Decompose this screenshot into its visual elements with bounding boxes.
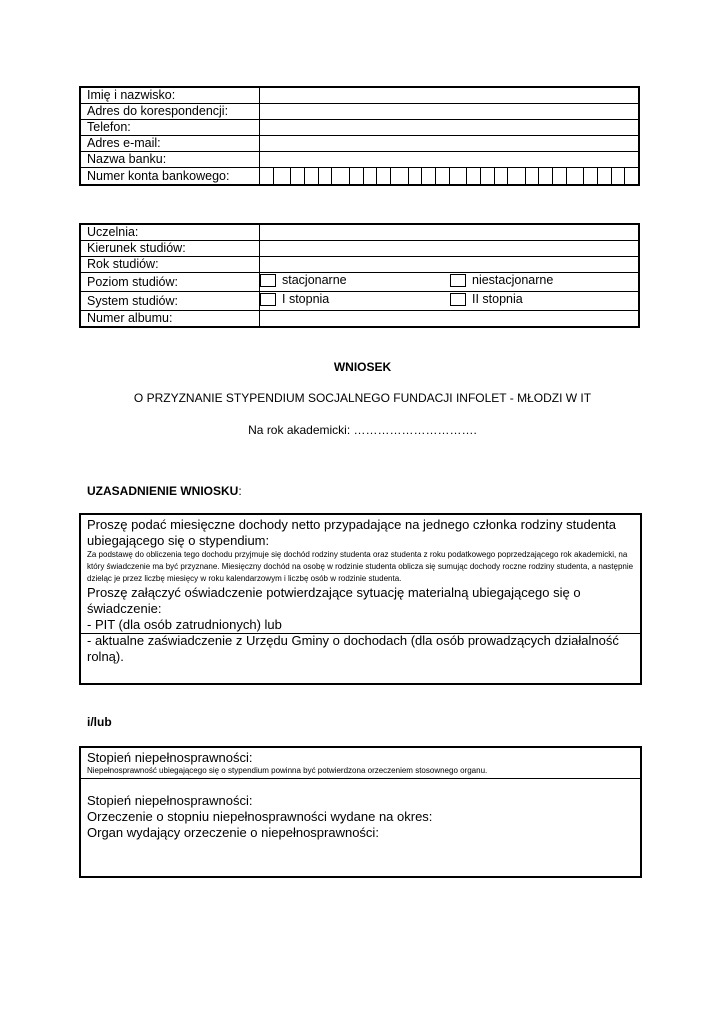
- account-digit-box[interactable]: [435, 168, 449, 184]
- account-number-field[interactable]: [260, 168, 640, 186]
- field-label: Numer albumu:: [80, 311, 260, 328]
- field-label: Adres do korespondencji:: [80, 104, 260, 120]
- account-digit-box[interactable]: [318, 168, 332, 184]
- academic-year-line: Na rok akademicki: ………………………….: [248, 423, 477, 437]
- phone-field[interactable]: [260, 120, 640, 136]
- disability-box: [79, 746, 642, 878]
- account-digit-box[interactable]: [597, 168, 611, 184]
- income-box: [79, 513, 642, 685]
- option-second-degree[interactable]: [450, 292, 639, 307]
- disability-issuer: Organ wydający orzeczenie o niepełnosprawności:: [87, 825, 379, 840]
- justification-heading: UZASADNIENIE WNIOSKU:: [87, 484, 242, 498]
- table-row: [80, 241, 639, 257]
- study-system-options: [260, 292, 640, 311]
- income-title: Proszę podać miesięczne dochody netto przypadające na jednego członka rodziny studenta ubiegającego się o stypendium:: [87, 517, 617, 548]
- account-digit-box[interactable]: [507, 168, 521, 184]
- table-row: [80, 257, 639, 273]
- account-digit-box[interactable]: [552, 168, 566, 184]
- account-digit-box[interactable]: [583, 168, 597, 184]
- certificate-option: - aktualne zaświadczenie z Urzędu Gminy o dochodach (dla osób prowadzących działalność rolną).: [87, 633, 619, 664]
- bank-name-field[interactable]: [260, 152, 640, 168]
- field-label: Imię i nazwisko:: [80, 87, 260, 104]
- option-first-degree[interactable]: [260, 292, 450, 307]
- study-data-table: [79, 223, 640, 328]
- email-field[interactable]: [260, 136, 640, 152]
- disability-degree: Stopień niepełnosprawności:: [87, 793, 253, 808]
- personal-data-table: [79, 86, 640, 186]
- university-field[interactable]: [260, 224, 640, 241]
- account-digit-box[interactable]: [611, 168, 625, 184]
- form-title: WNIOSEK: [333, 360, 392, 374]
- table-row: [80, 87, 639, 104]
- account-digit-box[interactable]: [304, 168, 318, 184]
- disability-note: Niepełnosprawność ubiegającego się o stypendium powinna być potwierdzona orzeczeniem stosownego organu.: [87, 766, 488, 775]
- account-digit-box[interactable]: [624, 168, 638, 184]
- field-label: Telefon:: [80, 120, 260, 136]
- option-label: II stopnia: [472, 292, 523, 306]
- album-number-field[interactable]: [260, 311, 640, 328]
- checkbox[interactable]: [450, 274, 466, 287]
- account-digit-box[interactable]: [494, 168, 508, 184]
- study-year-field[interactable]: [260, 257, 640, 273]
- or-label: i/lub: [87, 715, 112, 729]
- attach-instruction: Proszę załączyć oświadczenie potwierdzające sytuację materialną ubiegającego się o świadczenie:: [87, 585, 581, 616]
- table-row: [80, 104, 639, 120]
- account-digit-box[interactable]: [525, 168, 539, 184]
- table-row: [80, 168, 639, 186]
- option-full-time[interactable]: [260, 273, 450, 288]
- account-digit-box[interactable]: [363, 168, 377, 184]
- field-label: Poziom studiów:: [80, 273, 260, 292]
- account-digit-box[interactable]: [566, 168, 580, 184]
- field-label: Nazwa banku:: [80, 152, 260, 168]
- account-digit-box[interactable]: [376, 168, 390, 184]
- table-row: [80, 152, 639, 168]
- account-digit-box[interactable]: [538, 168, 552, 184]
- table-row: [80, 120, 639, 136]
- table-row: [80, 292, 639, 311]
- field-label: Rok studiów:: [80, 257, 260, 273]
- table-row: [80, 311, 639, 328]
- account-digit-box[interactable]: [421, 168, 435, 184]
- field-label: Uczelnia:: [80, 224, 260, 241]
- form-subtitle: O PRZYZNANIE STYPENDIUM SOCJALNEGO FUNDACJI INFOLET - MŁODZI W IT: [133, 391, 592, 405]
- field-label: Kierunek studiów:: [80, 241, 260, 257]
- account-digit-box[interactable]: [273, 168, 287, 184]
- field-of-study-field[interactable]: [260, 241, 640, 257]
- account-digit-box[interactable]: [290, 168, 304, 184]
- option-part-time[interactable]: [450, 273, 639, 288]
- disability-period: Orzeczenie o stopniu niepełnosprawności wydane na okres:: [87, 809, 433, 824]
- name-field[interactable]: [260, 87, 640, 104]
- account-digit-box[interactable]: [349, 168, 363, 184]
- account-digit-box[interactable]: [331, 168, 345, 184]
- option-label: niestacjonarne: [472, 273, 554, 287]
- disability-input-area[interactable]: [81, 779, 640, 843]
- disability-title: Stopień niepełnosprawności:: [87, 750, 253, 765]
- pit-option: - PIT (dla osób zatrudnionych) lub: [87, 617, 282, 632]
- field-label: System studiów:: [80, 292, 260, 311]
- checkbox[interactable]: [260, 274, 276, 287]
- account-digit-box[interactable]: [480, 168, 494, 184]
- account-digit-boxes[interactable]: [260, 168, 638, 184]
- table-row: [80, 273, 639, 292]
- account-digit-box[interactable]: [260, 168, 273, 184]
- account-digit-box[interactable]: [466, 168, 480, 184]
- checkbox[interactable]: [450, 293, 466, 306]
- income-input-area[interactable]: [81, 634, 640, 683]
- table-row: [80, 136, 639, 152]
- table-row: [80, 224, 639, 241]
- address-field[interactable]: [260, 104, 640, 120]
- option-label: I stopnia: [282, 292, 330, 306]
- field-label: Numer konta bankowego:: [80, 168, 260, 186]
- field-label: Adres e-mail:: [80, 136, 260, 152]
- account-digit-box[interactable]: [449, 168, 463, 184]
- study-level-options: [260, 273, 640, 292]
- income-note: Za podstawę do obliczenia tego dochodu przyjmuje się dochód rodziny studenta oraz studenta z roku podatkowego poprzedzającego rok akademicki, na który świadczenie ma być przyznane. Miesięczny dochód na osobę w rodzinie studenta oblicza się sumując dochody roczne rodziny studenta, a następnie dzieląc je przez liczbę miesięcy w roku kalendarzowym i liczbę osób w rodzinie studenta.: [87, 550, 634, 583]
- checkbox[interactable]: [260, 293, 276, 306]
- option-label: stacjonarne: [282, 273, 347, 287]
- account-digit-box[interactable]: [408, 168, 422, 184]
- account-digit-box[interactable]: [390, 168, 404, 184]
